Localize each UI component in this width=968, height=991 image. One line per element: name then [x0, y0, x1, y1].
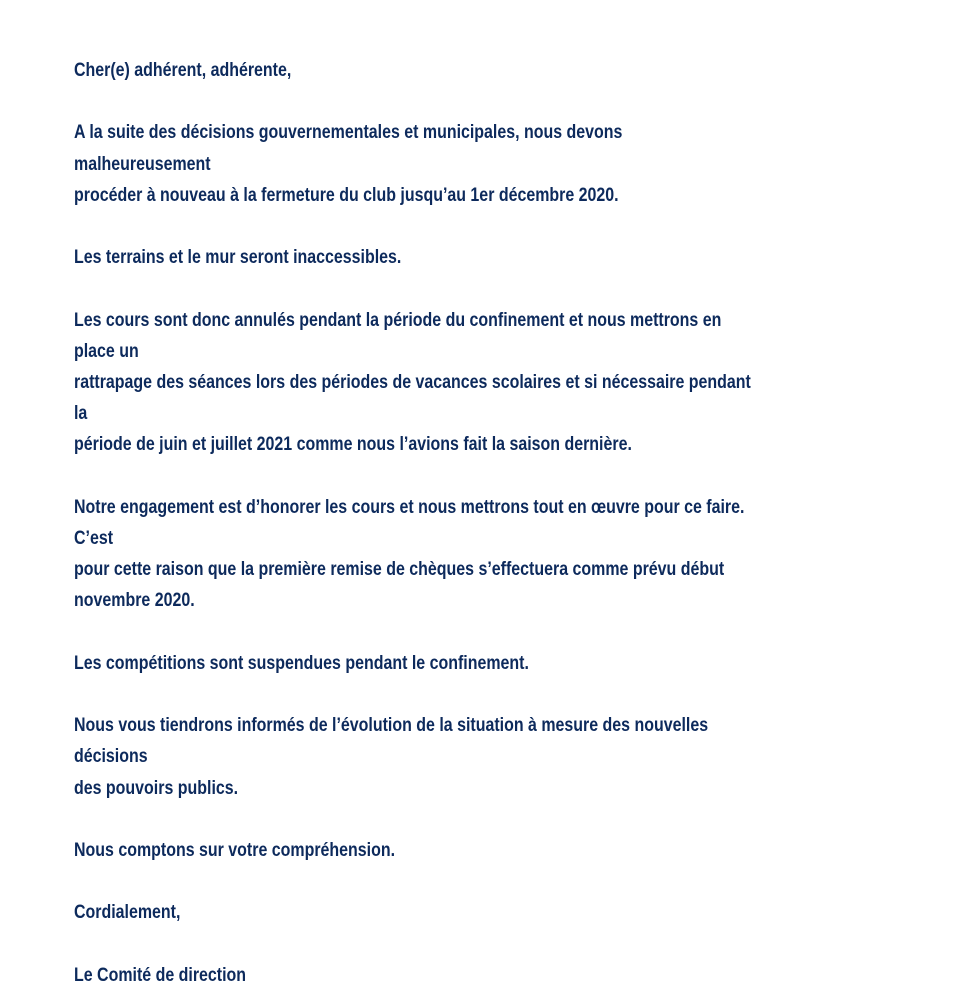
- signature: Le Comité de direction: [74, 964, 247, 986]
- paragraph-lessons: Les cours sont donc annulés pendant la période du confinement et nous mettrons en place un rattrapage des séances lors des périodes de vacances scolaires et si nécessaire pendant la période de juin et juillet 2021 comme nous l’avions fait la saison dernière.: [74, 309, 751, 456]
- paragraph-commitment: Notre engagement est d’honorer les cours et nous mettrons tout en œuvre pour ce faire. C’est pour cette raison que la première remise de chèques s’effectuera comme prévu début novembre 2020.: [74, 496, 745, 612]
- closing: Cordialement,: [74, 902, 181, 924]
- paragraph-facilities: Les terrains et le mur seront inaccessibles.: [74, 247, 402, 269]
- letter-body: [74, 55, 763, 991]
- greeting: Cher(e) adhérent, adhérente,: [74, 60, 292, 81]
- paragraph-closure-notice: A la suite des décisions gouvernementales et municipales, nous devons malheureusement procéder à nouveau à la fermeture du club jusqu’au 1er décembre 2020.: [74, 122, 623, 206]
- paragraph-understanding: Nous comptons sur votre compréhension.: [74, 839, 396, 861]
- paragraph-competitions: Les compétitions sont suspendues pendant le confinement.: [74, 652, 529, 674]
- paragraph-updates: Nous vous tiendrons informés de l’évolution de la situation à mesure des nouvelles décisions des pouvoirs publics.: [74, 715, 709, 799]
